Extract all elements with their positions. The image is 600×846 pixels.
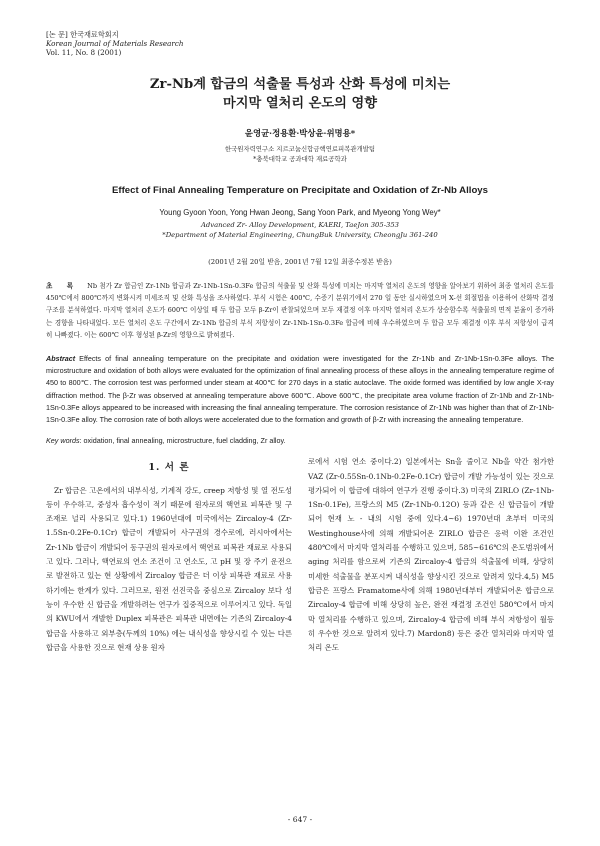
title-korean (46, 75, 554, 113)
section-heading-introduction: 1. 서 론 (148, 462, 190, 474)
abstract-korean (46, 280, 554, 341)
keywords-label: Key words (46, 436, 80, 446)
body-column-left (46, 455, 292, 655)
keywords-text: : oxidation, final annealing, microstructure, fuel cladding, Zr alloy. (79, 436, 286, 446)
affiliation-korean-line-1: 한국원자력연구소 지르코늄신합금핵연료피복관개발팀 (224, 145, 376, 153)
title-korean-line-2: 마지막 열처리 온도의 영향 (223, 96, 377, 111)
affiliation-english-line-1: Advanced Zr- Alloy Development, KAERI, TaeJon 305-353 (201, 221, 399, 229)
abstract-english-label: Abstract (46, 354, 76, 364)
journal-name-ko: [논 문] 한국재료학회지 (46, 30, 119, 39)
affiliation-english (46, 220, 554, 240)
abstract-english (46, 353, 554, 426)
journal-name-en: Korean Journal of Materials Research (46, 39, 184, 48)
keywords (46, 436, 554, 445)
journal-header (46, 30, 554, 57)
title-korean-line-1: Zr-Nb계 합금의 석출물 특성과 산화 특성에 미치는 (149, 77, 451, 92)
authors-english: Young Gyoon Yoon, Yong Hwan Jeong, Sang Yoon Park, and Myeong Yong Wey* (159, 208, 441, 217)
abstract-english-text: Effects of final annealing temperature on the precipitate and oxidation were investigated for the Zr-1Nb and Zr-1Nb-1Sn-0.3Fe alloys. The microstructure and oxidation of both alloys were evaluated for the optimization of final annealing process of these alloys in the annealing temperature regime of 450 to 800℃. The corrosion test was performed under steam at 400℃ for 270 days in a static autoclave. The oxide formed was identified by low angle X-ray diffraction method. The β-Zr was observed at annealing temperature above 600℃. Above 600℃, the precipitate area volume fraction of Zr-1Nb and Zr-1Nb-1Sn-0.3Fe alloys appeared to be increased with increasing the final annealing temperature. The corrosion resistance of Zr-1Nb was higher than that of Zr-1Nb-1Sn-0.3Fe alloy. The corrosion rate of both alloys were accelerated due to the formation and growth of β-Zr with increasing the annealing temperature. (46, 354, 554, 425)
body-column-right (308, 455, 554, 655)
authors-korean: 윤영균·정용환·박상윤·위명용* (244, 128, 356, 138)
body-paragraph-right: 로에서 시험 연소 중이다.2) 일본에서는 Sn을 줄이고 Nb을 약간 첨가한 VAZ (Zr-0.55Sn-0.1Nb-0.2Fe-0.1Cr) 합금이 개발 가능성이 있는 것으로 평가되어 이 합금에 대하여 연구가 진행 중이다.3) 미국의 ZIRLO (Zr-1Nb-1Sn-0.1Fe), 프랑스의 M5 (Zr-1Nb-0.12O) 등과 같은 신 합금들이 개발되어 현재 노 - 내의 시험 중에 있다.4~6) 1970년대 초부터 미국의 Westinghouse사에 의해 개발되어온 ZIRLO 합금은 응력 이완 조건인 480℃에서 마지막 열처리를 수행하고 있으며, 585~616℃의 온도범위에서 aging 처리를 함으로써 기존의 Zircaloy-4 합금의 석출물에 비해, 상당히 미세한 석출물을 분포시켜 내식성을 향상시킨 것으로 알려져 있다.4,5) M5 합금은 프랑스 Framatome사에 의해 1980년대부터 개발되어온 합금으로 Zircaloy-4 합금에 비해 상당히 높은, 완전 재결정 조건인 580℃에서 마지막 열처리를 수행하고 있으며, Zircaloy-4 합금에 비해 부식 저항성이 월등히 우수한 것으로 알려져 있다.7) Mardon8) 등은 중간 열처리와 마지막 열처리 온도 (308, 457, 554, 653)
abstract-korean-label: 초 록 (46, 282, 80, 290)
affiliation-korean-line-2: *충북대학교 공과대학 재료공학과 (253, 154, 347, 163)
title-english: Effect of Final Annealing Temperature on Precipitate and Oxidation of Zr-Nb Alloys (112, 185, 488, 196)
received-dates: (2001년 2월 20일 받음, 2001년 7월 12일 최종수정본 받음) (208, 258, 392, 266)
journal-volume: Vol. 11, No. 8 (2001) (46, 48, 122, 57)
affiliation-korean (46, 145, 554, 164)
abstract-korean-text: Nb 첨가 Zr 합금인 Zr-1Nb 합금과 Zr-1Nb-1Sn-0.3Fe 합금의 석출물 및 산화 특성에 미치는 마지막 열처리 온도의 영향을 알아보기 위하여 최종 열처리 온도를 450℃에서 800℃까지 변화시켜 미세조직 및 산화 특성을 조사하였다. 부식 시험은 400℃, 수증기 분위기에서 270 일 동안 실시하였으며 X-선 회절법을 이용하여 산화막 결정 구조를 분석하였다. 마지막 열처리 온도가 600℃ 이상일 때 두 합금 모두 β-Zr이 관찰되었으며 모두 재결정 이후 마지막 열처리 온도가 상승함수록 석출물의 면적 분율이 증가하는 경향을 나타내었다. 모든 열처리 온도 구간에서 Zr-1Nb 합금의 부식 저항성이 Zr-1Nb-1Sn-0.3Fe 합금에 비해 우수하였으며 두 합금 모두 재결정 이후 부식 저항성이 급격히 나빠졌다. 이는 600℃ 이후 형성된 β-Zr의 영향으로 밝혀졌다. (46, 282, 554, 339)
affiliation-english-line-2: *Department of Material Engineering, ChungBuk University, CheongJu 361-240 (162, 231, 438, 239)
body-paragraph-left: Zr 합금은 고온에서의 내부식성, 기계적 강도, creep 저항성 및 열 전도성 등이 우수하고, 중성자 흡수성이 적기 때문에 원자로의 핵연료 피복관 및 구조재로 널리 사용되고 있다.1) 1960년대에 미국에서는 Zircaloy-4 (Zr-1.5Sn-0.2Fe-0.1Cr) 합금이 개발되어 사구권의 경수로에, 러시아에서는 Zr-1Nb 합금이 개발되어 동구권의 원자로에서 핵연료 피복관 재료로 사용되고 있다. 그러나, 핵연료의 연소 조건이 고 연소도, 고 pH 및 장 주기 운전으로 발전하고 있는 현 상황에서 Zircaloy 합금은 더 이상 피복관 재료로 사용하기에는 한계가 있다. 그러므로, 원전 선진국을 중심으로 Zircaloy 보다 성능이 우수한 신 합금을 개발하려는 연구가 집중적으로 이루어지고 있다. 독일의 KWU에서 개발한 Duplex 피복관은 피복관 내면에는 기존의 Zircaloy-4 합금을 사용하고 외부층(두께의 10%) 에는 내식성을 향상시킬 수 있는 다른 합금을 사용한 것으로 현재 상용 원자 (46, 485, 292, 652)
page-number: - 647 - (287, 815, 313, 824)
body-columns (46, 455, 554, 655)
